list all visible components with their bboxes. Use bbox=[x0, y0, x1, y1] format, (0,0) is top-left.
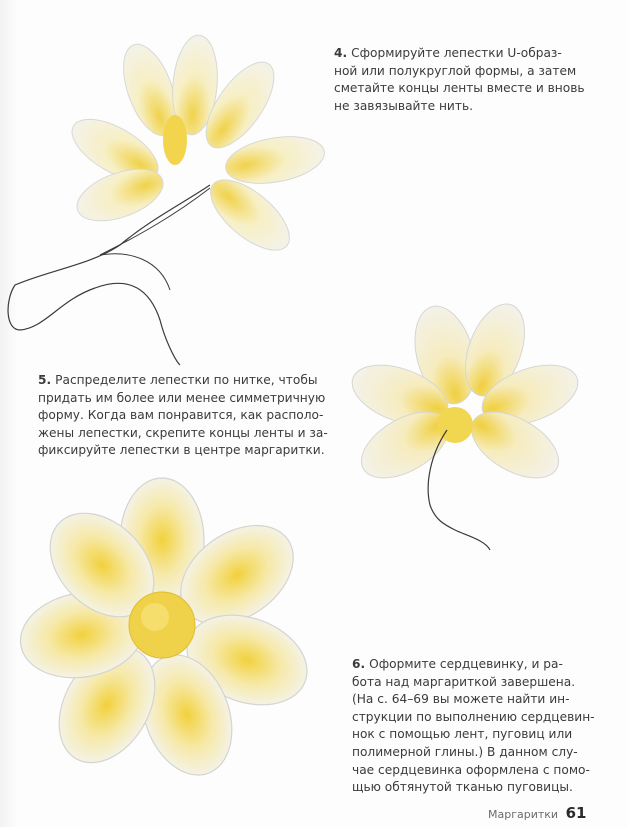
section-title: Маргаритки bbox=[488, 808, 559, 821]
step-line: форму. Когда вам понравится, как располо- bbox=[38, 408, 324, 423]
step-line: Сформируйте лепестки U-образ- bbox=[351, 46, 562, 60]
step-number: 4. bbox=[334, 46, 348, 60]
step-line: фиксируйте лепестки в центре маргаритки. bbox=[38, 443, 325, 458]
photo-step5-distributed-petals bbox=[335, 295, 595, 565]
step-line: струкции по выполнению сердцевин- bbox=[352, 709, 595, 724]
step-line: полимерной глины.) В данном слу- bbox=[352, 744, 578, 759]
step-line: бота над маргариткой завершена. bbox=[352, 674, 576, 689]
step-line: Оформите сердцевинку, и ра- bbox=[369, 657, 563, 671]
step-5-text bbox=[38, 372, 338, 460]
step-line: нок с помощью лент, пуговиц или bbox=[352, 727, 573, 742]
page-number: 61 bbox=[565, 804, 587, 822]
step-number: 5. bbox=[38, 373, 52, 387]
photo-step6-finished-daisy bbox=[12, 475, 322, 785]
step-line: сметайте концы ленты вместе и вновь bbox=[334, 81, 585, 96]
step-line: щью обтянутой тканью пуговицы. bbox=[352, 780, 573, 795]
step-line: не завязывайте нить. bbox=[334, 98, 473, 113]
step-line: чае сердцевинка оформлена с помо- bbox=[352, 762, 590, 777]
step-6-text bbox=[352, 656, 602, 797]
step-line: придать им более или менее симметричную bbox=[38, 390, 326, 405]
step-line: Распределите лепестки по нитке, чтобы bbox=[55, 373, 318, 387]
photo-step4-petals-on-thread bbox=[0, 30, 330, 400]
step-number: 6. bbox=[352, 657, 366, 671]
page-footer bbox=[488, 804, 586, 822]
step-4-text bbox=[334, 45, 602, 115]
step-line: (На с. 64–69 вы можете найти ин- bbox=[352, 692, 570, 707]
step-line: жены лепестки, скрепите концы ленты и за- bbox=[38, 425, 328, 440]
step-line: ной или полукруглой формы, а затем bbox=[334, 63, 577, 78]
